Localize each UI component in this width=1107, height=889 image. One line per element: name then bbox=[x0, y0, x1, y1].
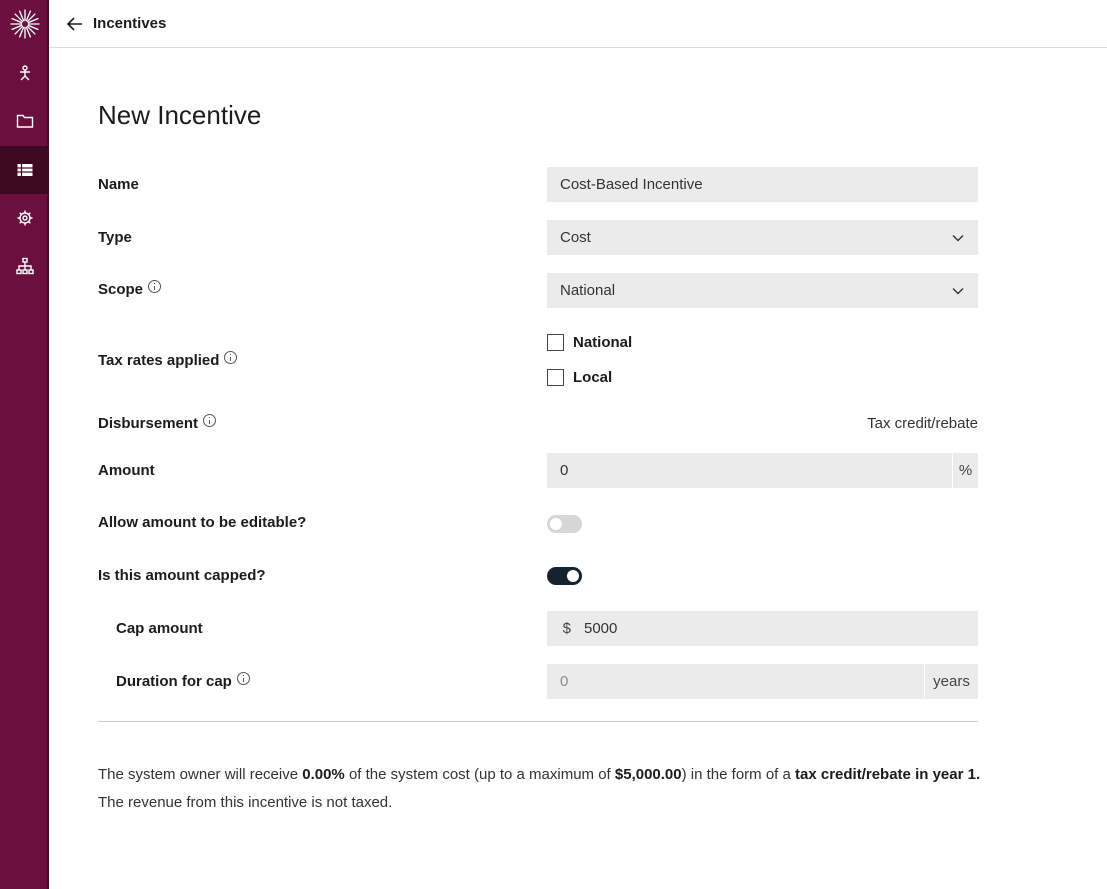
spark-logo-icon[interactable] bbox=[0, 0, 49, 48]
info-icon[interactable] bbox=[203, 414, 216, 427]
percent-suffix: % bbox=[952, 453, 978, 488]
editable-toggle[interactable] bbox=[547, 515, 582, 533]
chevron-down-icon bbox=[938, 287, 978, 295]
name-label: Name bbox=[98, 176, 139, 193]
org-chart-icon bbox=[16, 257, 34, 275]
sidebar-item-incentives[interactable] bbox=[0, 146, 49, 194]
capped-label: Is this amount capped? bbox=[98, 567, 266, 584]
back-label: Incentives bbox=[93, 15, 167, 32]
checkbox-label: Local bbox=[573, 369, 613, 386]
summary-line-2: The revenue from this incentive is not taxed. bbox=[98, 794, 393, 811]
editable-label: Allow amount to be editable? bbox=[98, 514, 307, 531]
sidebar-item-settings[interactable] bbox=[0, 194, 49, 242]
tax-rates-label: Tax rates applied bbox=[98, 352, 237, 369]
scope-select[interactable] bbox=[547, 273, 978, 308]
info-icon[interactable] bbox=[237, 672, 250, 685]
type-value: Cost bbox=[560, 229, 591, 246]
folder-icon bbox=[16, 112, 34, 130]
tax-national-checkbox[interactable] bbox=[547, 334, 632, 351]
capped-toggle[interactable] bbox=[547, 567, 582, 585]
name-input[interactable] bbox=[547, 167, 978, 202]
info-icon[interactable] bbox=[224, 351, 237, 364]
checkbox-icon[interactable] bbox=[547, 369, 564, 386]
chevron-down-icon bbox=[938, 234, 978, 242]
cap-amount-value: 5000 bbox=[584, 620, 618, 637]
sidebar bbox=[0, 0, 49, 889]
amount-label: Amount bbox=[98, 462, 155, 479]
amount-input[interactable] bbox=[547, 453, 978, 488]
info-icon[interactable] bbox=[148, 280, 161, 293]
sidebar-item-person[interactable] bbox=[0, 49, 49, 97]
duration-placeholder: 0 bbox=[560, 673, 569, 690]
dollar-prefix: $ bbox=[562, 620, 571, 637]
arrow-left-icon bbox=[66, 15, 84, 33]
disbursement-value: Tax credit/rebate bbox=[867, 415, 978, 432]
duration-label: Duration for cap bbox=[116, 673, 250, 690]
years-suffix: years bbox=[924, 664, 978, 699]
name-value: Cost-Based Incentive bbox=[560, 176, 703, 193]
type-select[interactable] bbox=[547, 220, 978, 255]
type-label: Type bbox=[98, 229, 132, 246]
summary-line-1: The system owner will receive 0.00% of the system cost (up to a maximum of $5,000.00) in the form of a tax credit/rebate in year 1. bbox=[98, 766, 981, 783]
sidebar-item-folder[interactable] bbox=[0, 97, 49, 145]
incentive-summary bbox=[98, 761, 1048, 817]
toggle-knob bbox=[567, 570, 579, 582]
cap-amount-input[interactable] bbox=[547, 611, 978, 646]
divider bbox=[98, 721, 978, 722]
top-bar bbox=[49, 0, 1107, 48]
scope-label: Scope bbox=[98, 281, 161, 298]
scope-value: National bbox=[560, 282, 616, 299]
sidebar-item-organization[interactable] bbox=[0, 242, 49, 290]
disbursement-label: Disbursement bbox=[98, 415, 216, 432]
duration-input[interactable] bbox=[547, 664, 978, 699]
toggle-knob bbox=[550, 518, 562, 530]
person-icon bbox=[16, 64, 34, 82]
back-to-incentives-link[interactable] bbox=[66, 15, 166, 33]
page-title: New Incentive bbox=[98, 100, 262, 130]
tax-local-checkbox[interactable] bbox=[547, 369, 612, 386]
cap-amount-label: Cap amount bbox=[116, 620, 203, 637]
checkbox-label: National bbox=[573, 334, 633, 351]
gear-icon bbox=[16, 209, 34, 227]
list-icon bbox=[16, 161, 34, 179]
checkbox-icon[interactable] bbox=[547, 334, 564, 351]
amount-value: 0 bbox=[560, 462, 569, 479]
